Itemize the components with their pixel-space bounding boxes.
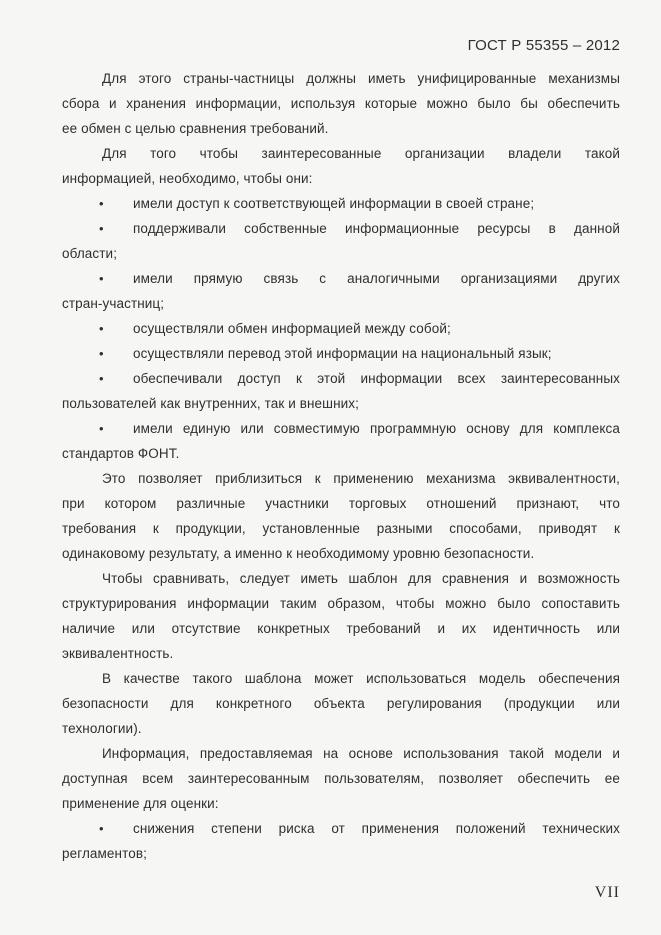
paragraph [62,666,620,741]
text-line: • имели доступ к соответствующей информации в своей стране; [62,191,620,216]
text-line: безопасности для конкретного объекта регулирования (продукции или [62,696,620,711]
bullet-icon: • [99,821,104,836]
text-line: • снижения степени риска от применения положений технических [62,816,620,841]
text-line: ее обмен с целью сравнения требований. [62,121,329,136]
text-line: Для того чтобы заинтересованные организации владели такой [102,146,620,161]
bullet-icon: • [99,371,104,386]
text-line: доступная всем заинтересованным пользователям, позволяет обеспечить ее [62,771,620,786]
text-line: • имели единую или совместимую программную основу для комплекса [62,416,620,441]
text-line: • осуществляли перевод этой информации на национальный язык; [62,341,620,366]
text-line: одинаковому результату, а именно к необходимому уровню безопасности. [62,546,535,561]
text-line: области; [62,246,118,261]
text-line: • обеспечивали доступ к этой информации всех заинтересованных [62,366,620,391]
bullet-icon: • [99,271,104,286]
bullet-icon: • [99,421,104,436]
bullet-icon: • [99,221,104,236]
text-line: Это позволяет приблизиться к применению механизма эквивалентности, [102,471,620,486]
text-line: регламентов; [62,846,147,861]
text-line: • поддерживали собственные информационные ресурсы в данной [62,216,620,241]
text-line: наличие или отсутствие конкретных требований и их идентичность или [62,621,620,636]
text-line: пользователей как внутренних, так и внешних; [62,396,359,411]
text-line: информацией, необходимо, чтобы они: [62,171,313,186]
paragraph [62,66,620,141]
text-line: Для этого страны-частницы должны иметь унифицированные механизмы [102,71,620,86]
text-line: • имели прямую связь с аналогичными организациями других [62,266,620,291]
paragraph [62,741,620,816]
bullet-item [62,366,620,416]
document-code-header: ГОСТ Р 55355 – 2012 [467,37,620,54]
text-line: стандартов ФОНТ. [62,446,180,461]
bullet-item [62,416,620,466]
text-line: сбора и хранения информации, используя которые можно было бы обеспечить [62,96,620,111]
text-line: применение для оценки: [62,796,219,811]
text-line: Чтобы сравнивать, следует иметь шаблон для сравнения и возможность [102,571,620,586]
text-line: В качестве такого шаблона может использоваться модель обеспечения [102,671,620,686]
text-line: стран-участниц; [62,296,165,311]
text-line: структурирования информации таким образом, чтобы можно было сопоставить [62,596,620,611]
bullet-item [62,341,620,366]
bullet-item [62,191,620,216]
bullet-item [62,816,620,866]
text-line: эквивалентность. [62,646,174,661]
text-line: технологии). [62,721,142,736]
document-body [62,66,620,866]
text-line: при котором различные участники торговых отношений признают, что [62,496,620,511]
page-number: VII [594,884,620,901]
paragraph [62,466,620,566]
bullet-item [62,216,620,266]
bullet-item [62,316,620,341]
text-line: • осуществляли обмен информацией между собой; [62,316,620,341]
paragraph [62,141,620,191]
text-line: требования к продукции, установленные разными способами, приводят к [62,521,620,536]
bullet-item [62,266,620,316]
bullet-icon: • [99,346,104,361]
bullet-icon: • [99,196,104,211]
paragraph [62,566,620,666]
bullet-icon: • [99,321,104,336]
text-line: Информация, предоставляемая на основе использования такой модели и [102,746,620,761]
